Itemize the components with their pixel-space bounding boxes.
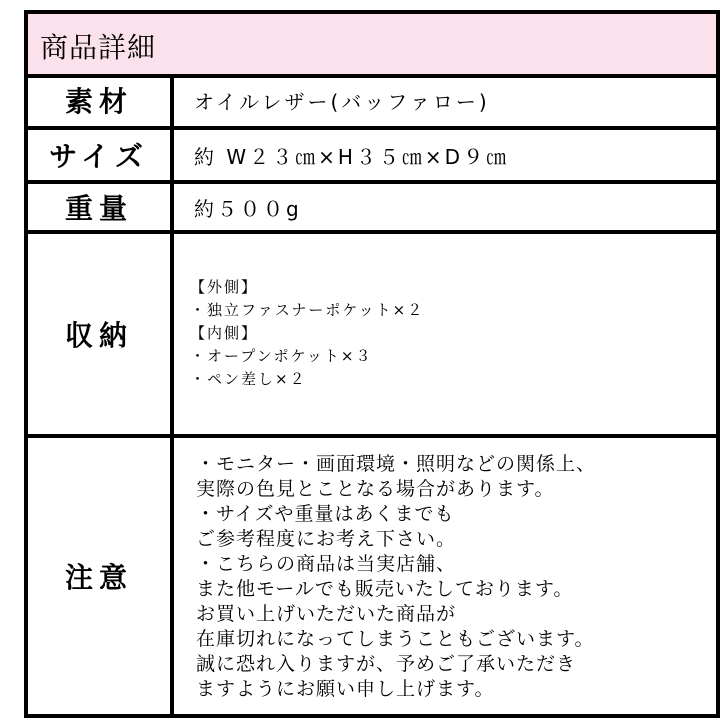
product-details-table — [24, 10, 720, 718]
row-material — [28, 74, 716, 126]
label-size: サイズ — [49, 140, 149, 173]
list-item: ・ペン差し×２ — [190, 370, 307, 388]
row-notice — [28, 438, 716, 714]
notice-line: ご参考程度にお考え下さい。 — [196, 528, 457, 550]
list-item: 【内側】 — [190, 324, 259, 342]
title-bar — [28, 14, 716, 78]
value-weight: 約５００g — [194, 196, 302, 221]
row-storage — [28, 234, 716, 434]
value-size: 約 W２３㎝×H３５㎝×D９㎝ — [194, 144, 510, 169]
value-notice — [174, 438, 716, 714]
list-item: ・独立ファスナーポケット×２ — [190, 301, 425, 319]
value-storage — [174, 234, 716, 434]
notice-line: ・サイズや重量はあくまでも — [196, 503, 455, 525]
notice-line: ・こちらの商品は当実店舗、 — [196, 553, 457, 575]
list-item: ・オープンポケット×３ — [190, 347, 373, 365]
value-material: オイルレザー(バッファロー) — [194, 89, 490, 114]
notice-line: また他モールでも販売いたしております。 — [196, 578, 574, 600]
row-size — [28, 130, 716, 180]
notice-line: 在庫切れになってしまうこともございます。 — [196, 628, 595, 650]
notice-line: 誠に恐れ入りますが、予めご了承いただき — [196, 653, 577, 675]
row-weight — [28, 184, 716, 230]
notice-line: お買い上げいただいた商品が — [196, 603, 457, 625]
notice-line: ・モニター・画面環境・照明などの関係上、 — [196, 453, 597, 475]
notice-text — [196, 452, 596, 702]
label-storage: 収納 — [64, 319, 133, 352]
label-weight: 重量 — [64, 192, 133, 225]
storage-list — [190, 276, 424, 391]
label-notice: 注意 — [64, 561, 133, 594]
label-material: 素材 — [64, 85, 133, 118]
notice-line: 実際の色見とことなる場合があります。 — [196, 478, 555, 500]
list-item: 【外側】 — [190, 278, 259, 296]
notice-line: ますようにお願い申し上げます。 — [196, 678, 495, 700]
table-title: 商品詳細 — [40, 31, 157, 64]
